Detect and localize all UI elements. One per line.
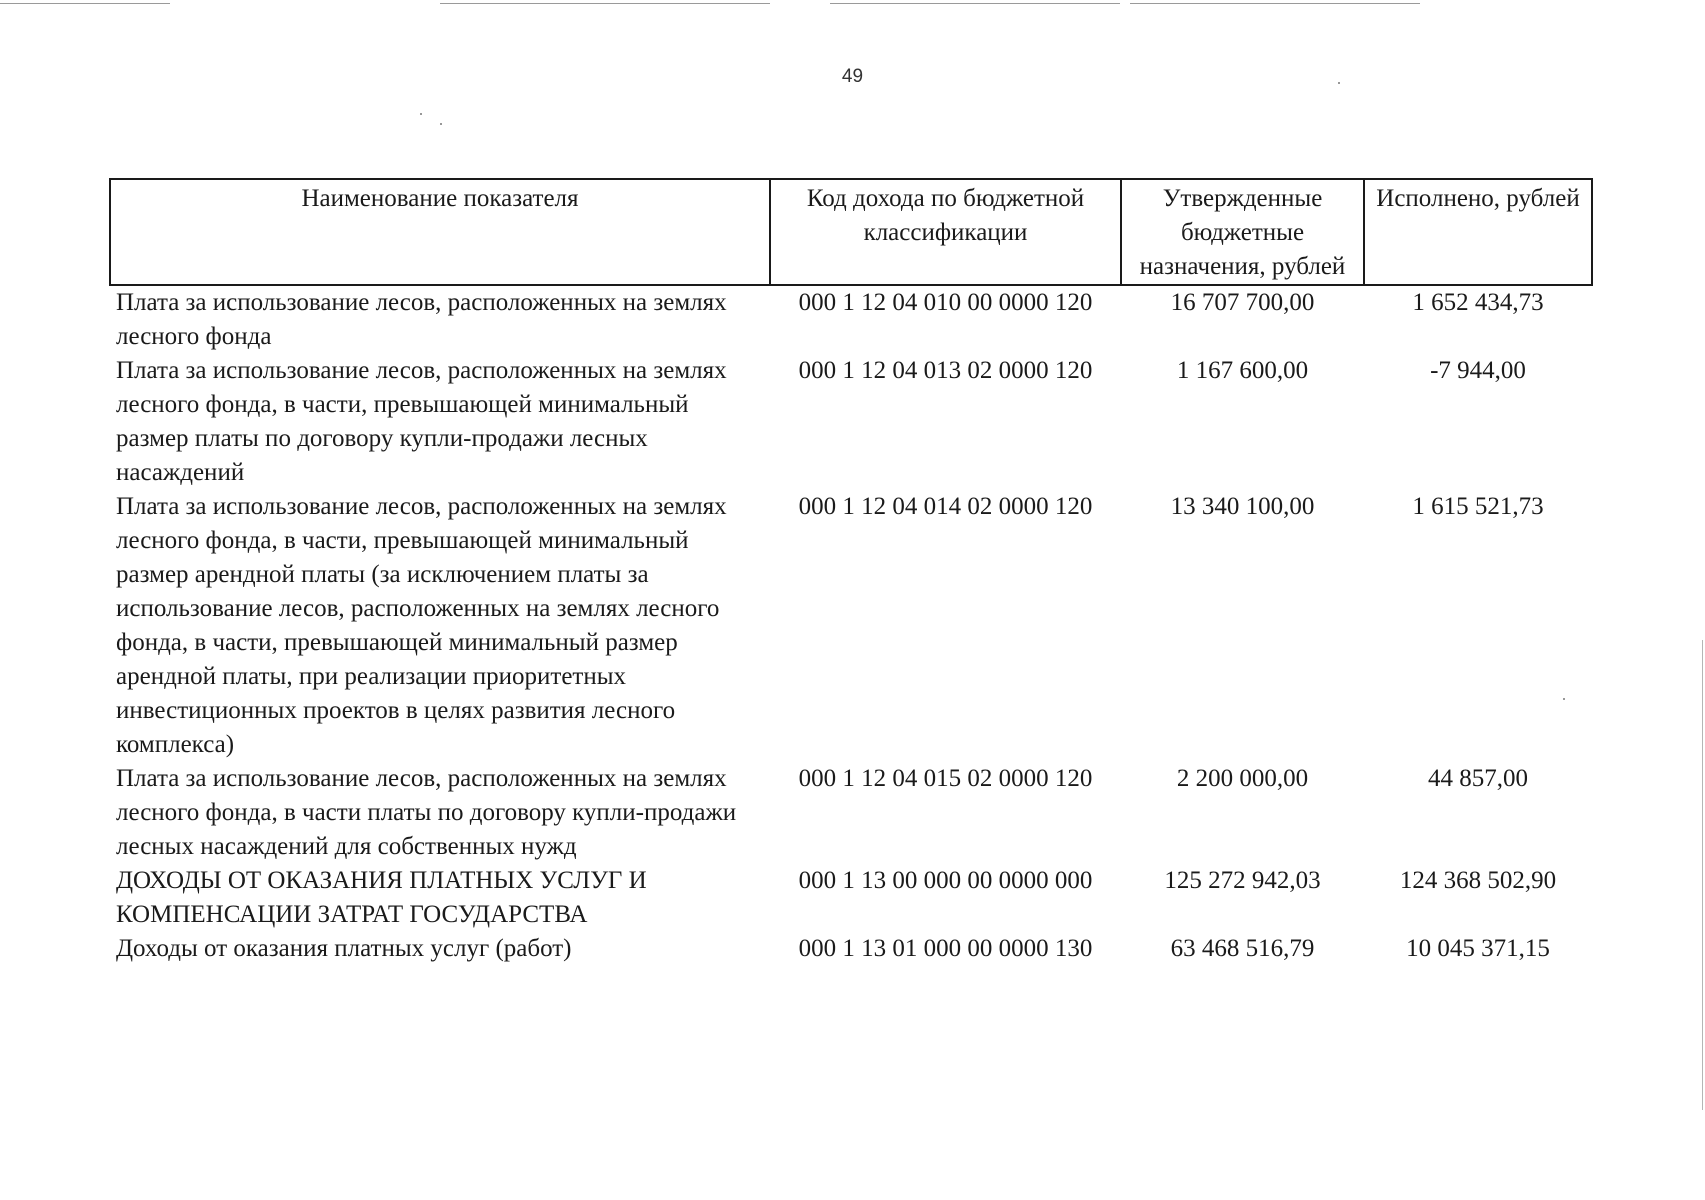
approved-amount: 13 340 100,00	[1170, 493, 1315, 520]
executed-amount: 1 615 521,73	[1412, 493, 1544, 520]
table-row	[110, 285, 1592, 354]
income-code: 000 1 12 04 015 02 0000 120	[798, 765, 1093, 792]
table-row	[110, 762, 1592, 864]
table-row	[110, 354, 1592, 490]
approved-amount: 1 167 600,00	[1176, 357, 1309, 384]
scan-edge-line	[830, 3, 1120, 4]
indicator-name: Плата за использование лесов, расположенных на землях лесного фонда, в части платы по договору купли-продажи лесных насаждений для собственных нужд	[116, 765, 737, 860]
indicator-name: Доходы от оказания платных услуг (работ)	[116, 935, 572, 962]
page-number: 49	[841, 66, 864, 87]
approved-amount: 16 707 700,00	[1170, 289, 1315, 316]
scan-edge-line	[440, 3, 770, 4]
scan-edge-line	[0, 3, 170, 4]
scan-speck	[440, 123, 442, 125]
table-row	[110, 864, 1592, 932]
scan-edge-line	[1702, 640, 1703, 1110]
income-code: 000 1 12 04 013 02 0000 120	[798, 357, 1093, 384]
income-code: 000 1 13 00 000 00 0000 000	[798, 867, 1093, 894]
executed-amount: -7 944,00	[1430, 357, 1526, 384]
revenue-table	[109, 178, 1593, 966]
indicator-name: ДОХОДЫ ОТ ОКАЗАНИЯ ПЛАТНЫХ УСЛУГ И КОМПЕНСАЦИИ ЗАТРАТ ГОСУДАРСТВА	[116, 867, 647, 928]
executed-amount: 44 857,00	[1428, 765, 1528, 792]
approved-amount: 63 468 516,79	[1170, 935, 1315, 962]
table-row	[110, 932, 1592, 966]
header-indicator-name: Наименование показателя	[110, 179, 770, 285]
executed-amount: 10 045 371,15	[1406, 935, 1550, 962]
table-header-row	[110, 179, 1592, 285]
indicator-name: Плата за использование лесов, расположенных на землях лесного фонда, в части, превышающей минимальный размер арендной платы (за исключением платы за использование лесов, расположенных на землях лесного фонда, в части, превышающей минимальный размер арендной платы, при реализации приоритетных инвестиционных проектов в целях развития лесного комплекса)	[116, 493, 727, 758]
table-row	[110, 490, 1592, 762]
executed-amount: 1 652 434,73	[1412, 289, 1544, 316]
approved-amount: 2 200 000,00	[1176, 765, 1309, 792]
income-code: 000 1 13 01 000 00 0000 130	[798, 935, 1093, 962]
indicator-name: Плата за использование лесов, расположенных на землях лесного фонда	[116, 289, 727, 350]
scan-edge-line	[1130, 3, 1420, 4]
header-executed: Исполнено, рублей	[1364, 179, 1592, 285]
approved-amount: 125 272 942,03	[1164, 867, 1321, 894]
executed-amount: 124 368 502,90	[1399, 867, 1557, 894]
income-code: 000 1 12 04 014 02 0000 120	[798, 493, 1093, 520]
header-approved-budget: Утвержденные бюджетные назначения, рублей	[1121, 179, 1364, 285]
scan-speck	[420, 113, 422, 115]
indicator-name: Плата за использование лесов, расположенных на землях лесного фонда, в части, превышающей минимальный размер платы по договору купли-продажи лесных насаждений	[116, 357, 727, 486]
income-code: 000 1 12 04 010 00 0000 120	[798, 289, 1093, 316]
header-income-code: Код дохода по бюджетной классификации	[770, 179, 1121, 285]
